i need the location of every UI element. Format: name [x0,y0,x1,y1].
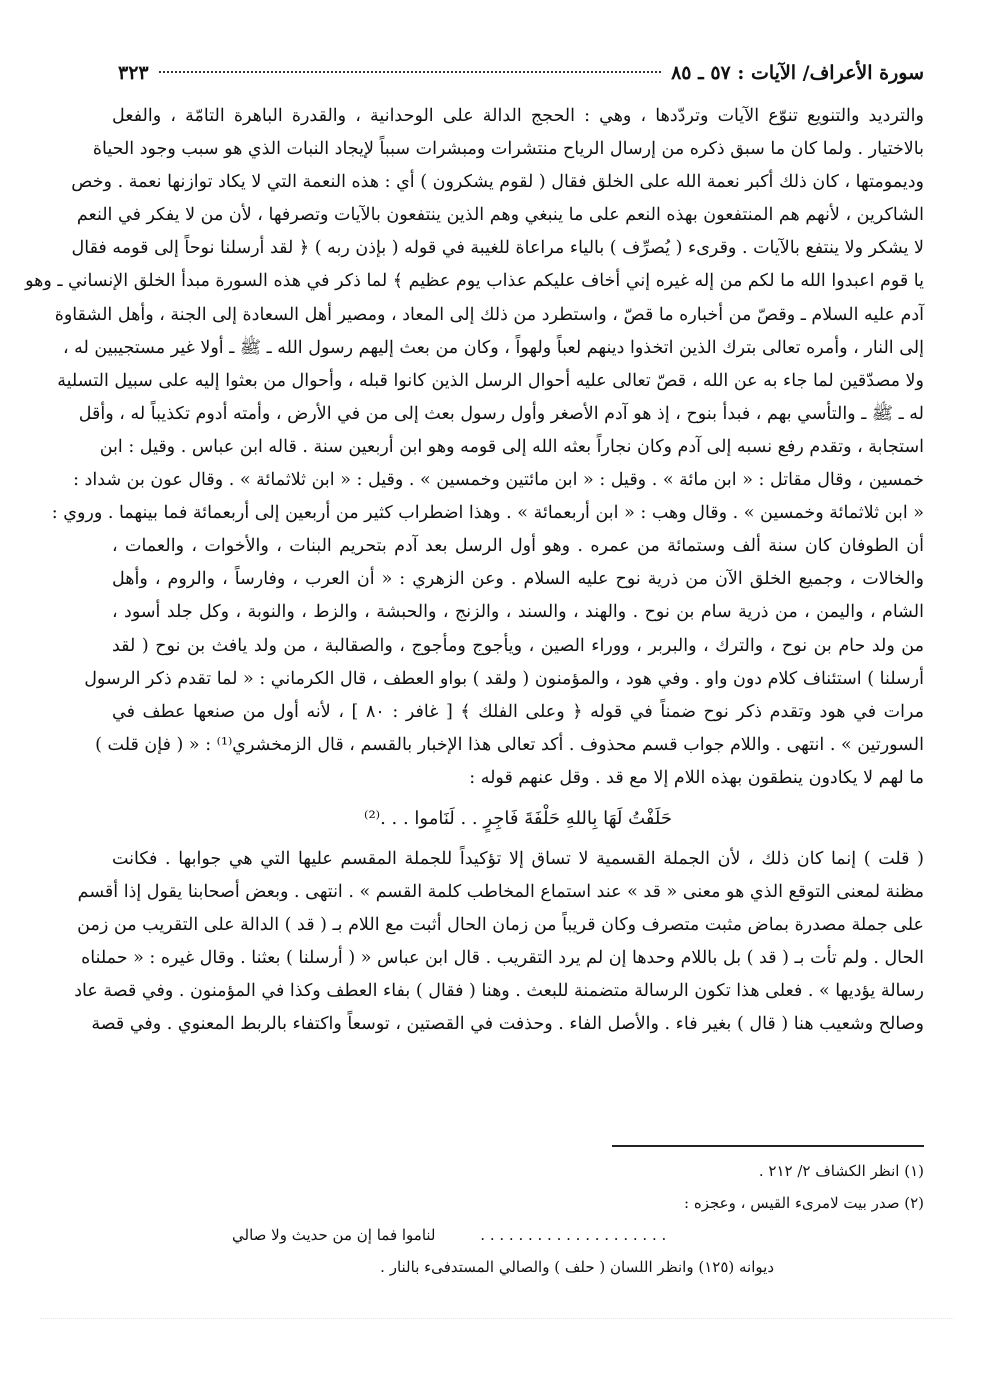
header-leader-dots [159,71,661,73]
text-line: مظنة لمعنى التوقع الذي هو معنى « قد » عند استماع المخاطب كلمة القسم » . انتهى . وبعض أصحابنا يقول إذا أقسم [77,882,924,903]
footnotes [112,1155,924,1283]
text-line: رسالة يؤديها » . فعلى هذا تكون الرسالة متضمنة للبعث . وهنا ( فقال ) بفاء العطف وكذا في المؤمنون . وفي قصة عاد [74,981,924,1002]
text-line: ما لهم لا يكادون ينطقون بهذه اللام إلا مع قد . وقل عنهم قوله : [469,767,924,788]
text-line: أرسلنا ) استئناف كلام دون واو . وفي هود ، والمؤمنون ( ولقد ) بواو العطف ، قال الكرماني : « لما تقدم ذكر الرسول [84,668,924,689]
text-line: على جملة مصدرة بماض مثبت متصرف وكان قريباً من زمان الحال أثبت مع اللام بـ ( قد ) الدالة على التقريب من زمن [77,915,924,936]
scan-edge-artifact [40,1318,954,1339]
footnote-separator [612,1145,924,1147]
main-text [25,100,925,1042]
text-line: وديمومتها ، كان ذلك أكبر نعمة الله على الخلق فقال ( لقوم يشكرون ) أي : هذه النعمة التي لا يكاد توازنها نعمة . وخص [71,172,924,193]
text-line: له ـ ﷺ ـ والتأسي بهم ، فبدأ بنوح ، إذ هو آدم الأصغر وأول رسول بعث إلى من في الأرض ، وأمته أدوم تكذيباً له ، وأقل [78,403,924,424]
text-line: أن الطوفان كان سنة ألف وستمائة من عمره . وهو أول الرسل بعد آدم بتحريم البنات ، والأخوات ، والعمات ، [112,536,924,557]
text-line: والخالات ، وجميع الخلق الآن من ذرية نوح عليه السلام . وعن الزهري : « أن العرب ، وفارساً ، والروم ، وأهل [112,569,924,590]
footnote-verse-text: لناموا فما إن من حديث ولا صالي [232,1226,436,1244]
footnote-2: (٢) صدر بيت لامرىء القيس ، وعجزه : [684,1194,924,1212]
text-line: السورتين » . انتهى . واللام جواب قسم محذوف . أكد تعالى هذا الإخبار بالقسم ، قال الزمخشري⁽¹⁾ : « ( فإن قلت ) [95,734,924,755]
text-line: وصالح وشعيب هنا ( قال ) بغير فاء . والأصل الفاء . وحذفت في القصتين ، توسعاً واكتفاء بالربط المعنوي . وفي قصة [91,1014,924,1035]
text-line: والترديد والتنويع تنوّع الآيات وتردّدها ، وهي : الحجج الدالة على الوحدانية ، والقدرة الباهرة التامّة ، والفعل [112,106,924,126]
text-line: ( قلت ) إنما كان ذلك ، لأن الجملة القسمية لا تساق إلا تؤكيداً للجملة المقسم عليها التي هي جوابها . فكانت [112,848,924,869]
chapter-title: سورة الأعراف/ الآيات : ٥٧ ـ ٨٥ [671,62,924,84]
page-number: ٣٢٣ [118,62,149,84]
text-line: بالاختيار . ولما كان ما سبق ذكره من إرسال الرياح منتشرات ومبشرات سبباً لإيجاد النبات الذي هو سبب وجود الحياة [92,139,924,160]
footnote-1: (١) انظر الكشاف ٢/ ٢١٢ . [758,1162,924,1180]
footnote-verse-dots: . . . . . . . . . . . . . . . . . . . . [480,1226,667,1244]
text-line: لا يشكر ولا ينتفع بالآيات . وقرىء ( يُصرِّف ) بالياء مراعاة للغيبة في قوله ( بإذن ربه ) ﴿ لقد أرسلنا نوحاً إلى قومه فقال [71,238,924,259]
running-header [118,62,924,92]
text-line: « ابن ثلاثمائة وخمسين » . وقال وهب : « ابن أربعمائة » . وهذا اضطراب كثير من أربعين إلى أربعمائة فما بينهما . وروي : [51,503,924,524]
text-line: خمسين ، وقال مقاتل : « ابن مائة » . وقيل : « ابن مائتين وخمسين » . وقيل : « ابن ثلاثمائة » . وقال عون بن شداد : [73,470,924,491]
text-line: مرات في هود وتقدم ذكر نوح ضمناً في قوله ﴿ وعلى الفلك ﴾ [ غافر : ٨٠ ] ، لأنه أول من صنعها عطف في [112,701,925,722]
text-line: إلى النار ، وأمره تعالى بترك الذين اتخذوا دينهم لعباً ولهواً ، وكان من بعث إليهم رسول الله ـ ﷺ ـ أولا غير مستجيبين له ، [62,337,924,358]
text-line: الحال . ولم تأت بـ ( قد ) بل باللام وحدها إن لم يرد التقريب . قال ابن عباس « ( أرسلنا ) بعثنا . وقال غيره : « حملناه [81,948,924,969]
text-line: الشاكرين ، لأنهم هم المنتفعون بهذه النعم على ما ينبغي وهم الذين ينتفعون بالآيات وتصرفها ، لأن من لا يفكر في النعم [76,205,924,226]
text-line: الشام ، واليمن ، من ذرية سام بن نوح . والهند ، والسند ، والزنج ، والحبشة ، والزط ، والنوبة ، وكل جلد أسود ، [112,602,924,623]
text-line: آدم عليه السلام ـ وقصّ من أخباره ما قصّ ، واستطرد من ذلك إلى المعاد ، ومصير أهل السعادة إلى الجنة ، وأهل الشقاوة [54,304,924,325]
footnote-2-source: ديوانه (١٢٥) وانظر اللسان ( حلف ) والصالي المستدفىء بالنار . [380,1258,774,1276]
text-line: ولا مصدّقين لما جاء به عن الله ، قصّ تعالى عليه أحوال الرسل الذين كانوا قبله ، وأحوال من بعثوا إليه على سبيل التسلية [57,370,924,391]
footnote-2-verse [112,1219,924,1251]
text-line: استجابة ، وتقدم رفع نسبه إلى آدم وكان نجاراً بعثه الله إلى قومه وهو ابن أربعين سنة . قاله ابن عباس . وقيل : ابن [99,436,924,457]
text-line: يا قوم اعبدوا الله ما لكم من إله غيره إني أخاف عليكم عذاب يوم عظيم ﴾ لما ذكر في هذه السورة مبدأ الخلق الإنساني ـ وهو [25,271,924,292]
poetry-verse: حَلَفْتُ لَهَا بِاللهِ حَلْفَةَ فَاجِرٍ . . لَنَاموا . . .⁽²⁾ [364,807,672,829]
text-line: من ولد حام بن نوح ، والترك ، والبربر ، ووراء الصين ، ويأجوج ومأجوج ، والصقالبة ، من ولد يافث بن نوح ( لقد [112,635,924,656]
